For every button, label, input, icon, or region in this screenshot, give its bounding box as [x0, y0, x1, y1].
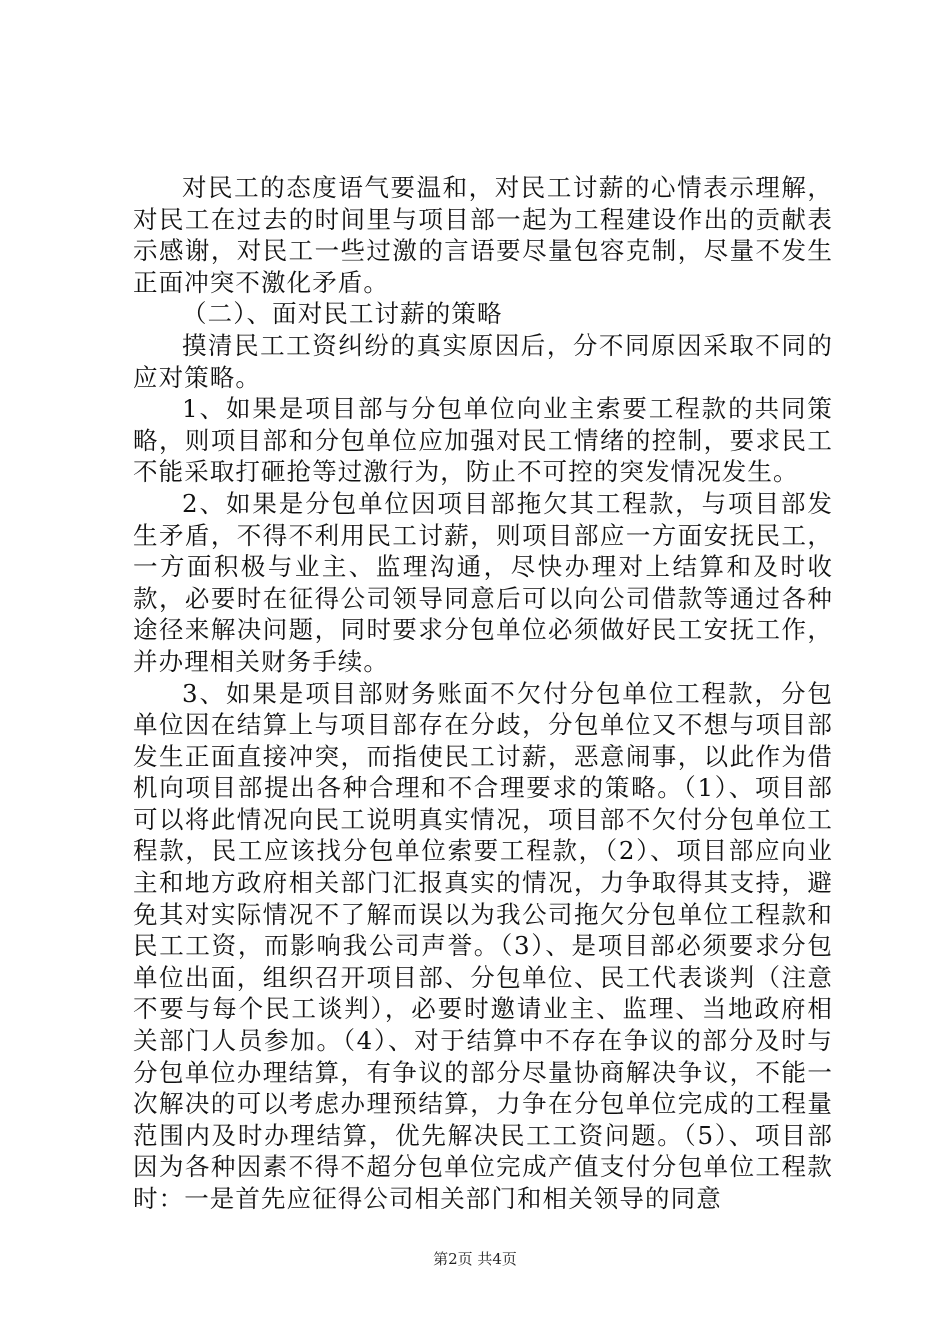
- paragraph-case-2: 2、如果是分包单位因项目部拖欠其工程款，与项目部发生矛盾，不得不利用民工讨薪，则项目部应一方面安抚民工，一方面积极与业主、监理沟通，尽快办理对上结算和及时收款，必要时在征得公司领导同意后可以向公司借款等通过各种途径来解决问题，同时要求分包单位必须做好民工安抚工作，并办理相关财务手续。: [133, 488, 833, 676]
- paragraph-intro: 摸清民工工资纠纷的真实原因后，分不同原因采取不同的应对策略。: [133, 330, 833, 392]
- page-footer: 第2页 共4页: [433, 1250, 517, 1268]
- paragraph-case-1: 1、如果是项目部与分包单位向业主索要工程款的共同策略，则项目部和分包单位应加强对民工情绪的控制，要求民工不能采取打砸抢等过激行为，防止不可控的突发情况发生。: [133, 394, 833, 487]
- document-body: [133, 172, 833, 1215]
- section-heading-strategy: （二）、面对民工讨薪的策略: [182, 299, 503, 329]
- paragraph-case-3: 3、如果是项目部财务账面不欠付分包单位工程款，分包单位因在结算上与项目部存在分歧，分包单位又不想与项目部发生正面直接冲突，而指使民工讨薪，恶意闹事，以此作为借机向项目部提出各种合理和不合理要求的策略。（1）、项目部可以将此情况向民工说明真实情况，项目部不欠付分包单位工程款，民工应该找分包单位索要工程款，（2）、项目部应向业主和地方政府相关部门汇报真实的情况，力争取得其支持，避免其对实际情况不了解而误以为我公司拖欠分包单位工程款和民工工资，而影响我公司声誉。（3）、是项目部必须要求分包单位出面，组织召开项目部、分包单位、民工代表谈判（注意不要与每个民工谈判），必要时邀请业主、监理、当地政府相关部门人员参加。（4）、对于结算中不存在争议的部分及时与分包单位办理结算，有争议的部分尽量协商解决争议，不能一次解决的可以考虑办理预结算，力争在分包单位完成的工程量范围内及时办理结算，优先解决民工工资问题。（5）、项目部因为各种因素不得不超分包单位完成产值支付分包单位工程款时：一是首先应征得公司相关部门和相关领导的同意: [133, 678, 833, 1213]
- paragraph-attitude: 对民工的态度语气要温和，对民工讨薪的心情表示理解，对民工在过去的时间里与项目部一起为工程建设作出的贡献表示感谢，对民工一些过激的言语要尽量包容克制，尽量不发生正面冲突不激化矛盾。: [133, 173, 833, 297]
